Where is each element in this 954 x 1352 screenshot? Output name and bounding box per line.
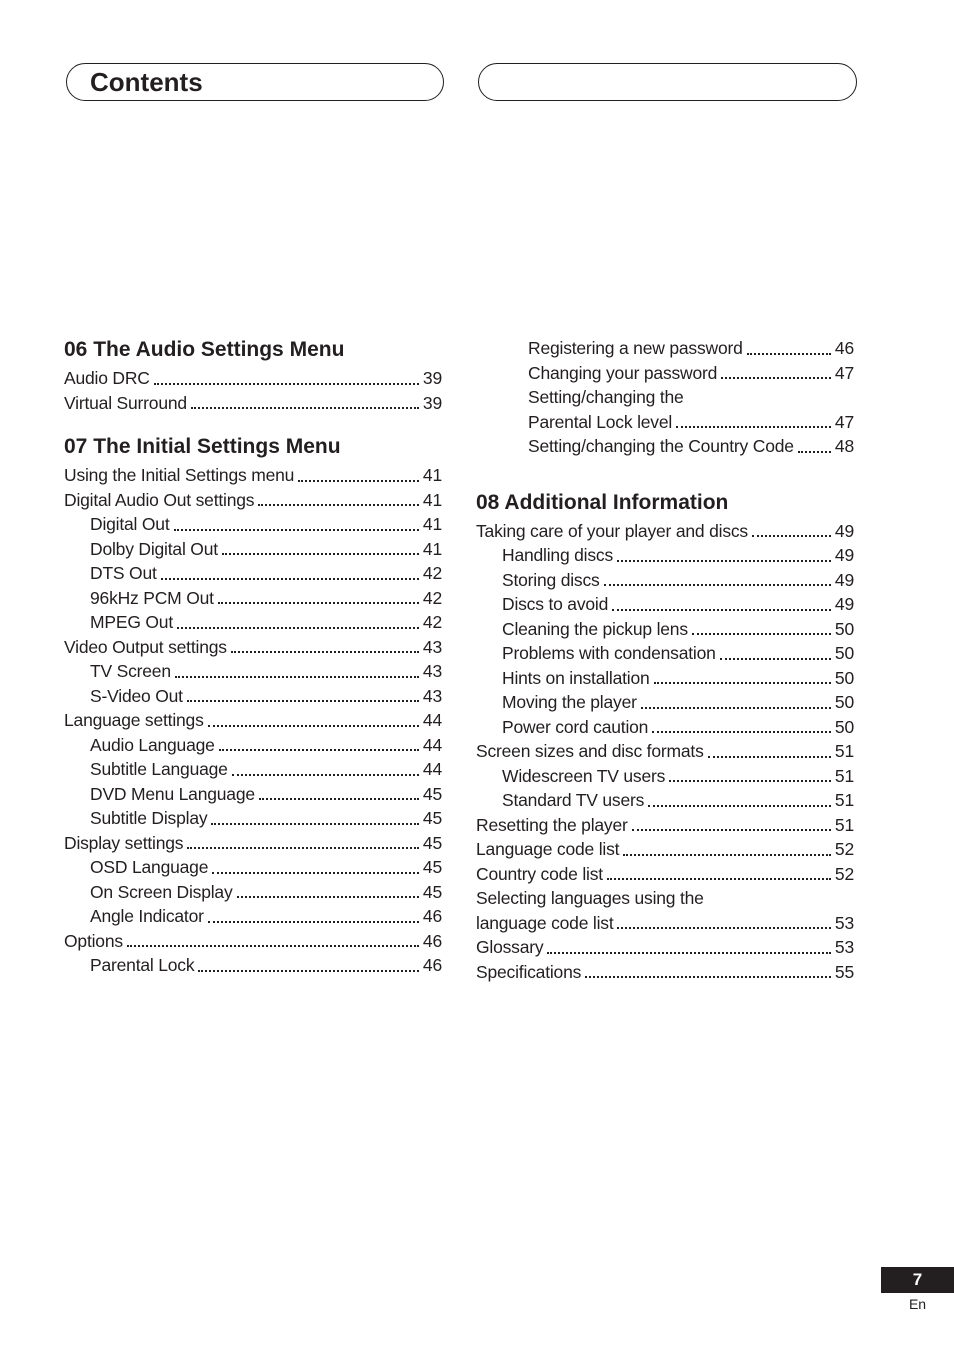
toc-entry-label: S-Video Out <box>90 685 183 706</box>
toc-entry-label: Options <box>64 930 123 951</box>
toc-entry-page: 51 <box>834 814 854 835</box>
toc-entry-page: 52 <box>834 863 854 884</box>
toc-entry-page: 52 <box>834 839 854 859</box>
toc-entry-label: DVD Menu Language <box>90 783 255 804</box>
toc-entry[interactable] <box>64 391 442 416</box>
dot-leader <box>632 829 831 831</box>
toc-entry-page: 46 <box>422 955 442 975</box>
dot-leader <box>161 578 419 580</box>
toc-entry-page: 47 <box>834 362 854 383</box>
toc-entry-page: 47 <box>834 411 854 432</box>
toc-entry[interactable] <box>476 960 854 985</box>
dot-leader <box>676 426 831 428</box>
toc-entry-label: Language code list <box>476 839 620 859</box>
dot-leader <box>154 383 419 385</box>
dot-leader <box>547 952 831 954</box>
toc-entry-page: 41 <box>422 489 442 510</box>
toc-subentry[interactable] <box>476 336 854 361</box>
toc-entry-page: 50 <box>834 667 854 688</box>
toc-subentry[interactable] <box>64 586 442 611</box>
toc-section-08 <box>476 489 854 985</box>
dot-leader <box>208 921 419 923</box>
toc-entry[interactable] <box>476 911 854 936</box>
toc-entry-label: Moving the player <box>502 692 637 712</box>
toc-entry-label: Registering a new password <box>528 338 743 358</box>
toc-entry-label: Parental Lock level <box>528 411 673 432</box>
toc-entry-label: Digital Out <box>90 514 170 534</box>
toc-subentry[interactable] <box>476 592 854 617</box>
toc-entry[interactable] <box>64 831 442 856</box>
toc-entry-page: 43 <box>422 685 442 706</box>
toc-entry-label: Using the Initial Settings menu <box>64 465 295 485</box>
toc-subentry[interactable] <box>64 855 442 880</box>
toc-entry-page: 43 <box>422 661 442 681</box>
toc-subentry[interactable] <box>64 610 442 635</box>
toc-entry-label: Language settings <box>64 710 204 730</box>
dot-leader <box>652 731 831 733</box>
toc-entry-label: Discs to avoid <box>502 594 609 614</box>
toc-continued-entries <box>476 336 854 459</box>
dot-leader <box>669 780 831 782</box>
toc-entry-label: Dolby Digital Out <box>90 538 218 559</box>
toc-entry-page: 41 <box>422 538 442 559</box>
toc-subentry[interactable] <box>64 904 442 929</box>
dot-leader <box>175 676 419 678</box>
toc-entry-page: 51 <box>834 790 854 810</box>
dot-leader <box>607 878 831 880</box>
toc-entry-page: 51 <box>834 741 854 761</box>
toc-entry-page: 45 <box>422 832 442 853</box>
toc-entry-page: 44 <box>422 710 442 730</box>
toc-entry-label: Standard TV users <box>502 790 645 810</box>
dot-leader <box>752 535 831 537</box>
dot-leader <box>259 798 419 800</box>
toc-entry-page: 45 <box>422 857 442 877</box>
dot-leader <box>654 682 831 684</box>
toc-entry-label: DTS Out <box>90 563 157 583</box>
toc-entry-label: Video Output settings <box>64 636 227 657</box>
toc-entry-label: Screen sizes and disc formats <box>476 741 704 761</box>
toc-entry-page: 46 <box>834 338 854 358</box>
toc-entry-page: 41 <box>422 514 442 534</box>
toc-entry[interactable] <box>476 739 854 764</box>
toc-entry-label: MPEG Out <box>90 612 174 632</box>
toc-section-07 <box>64 433 442 978</box>
toc-entry-label: language code list <box>476 912 614 933</box>
toc-subentry[interactable] <box>64 782 442 807</box>
toc-entry-label: Storing discs <box>502 569 600 590</box>
toc-entry-label: Country code list <box>476 863 603 884</box>
toc-entry-page: 42 <box>422 587 442 608</box>
toc-entry-label: OSD Language <box>90 857 209 877</box>
toc-entry-page: 45 <box>422 808 442 828</box>
toc-entry-label: Taking care of your player and discs <box>476 520 748 541</box>
toc-entry-label: Glossary <box>476 937 544 957</box>
toc-entry-label: Angle Indicator <box>90 906 204 926</box>
dot-leader <box>612 609 831 611</box>
dot-leader <box>721 377 831 379</box>
toc-subentry[interactable] <box>64 806 442 831</box>
toc-subentry[interactable] <box>64 880 442 905</box>
toc-entry-label-line1[interactable]: Setting/changing the <box>528 387 684 407</box>
toc-entry[interactable] <box>476 519 854 544</box>
dot-leader <box>692 633 831 635</box>
toc-entry-page: 44 <box>422 734 442 755</box>
toc-subentry[interactable] <box>476 764 854 789</box>
toc-entry[interactable] <box>64 488 442 513</box>
dot-leader <box>232 774 419 776</box>
toc-entry-label: Hints on installation <box>502 667 650 688</box>
toc-entry-page: 49 <box>834 594 854 614</box>
dot-leader <box>237 896 420 898</box>
toc-entry-label: Resetting the player <box>476 814 628 835</box>
dot-leader <box>187 847 419 849</box>
dot-leader <box>617 927 831 929</box>
toc-subentry[interactable] <box>64 757 442 782</box>
toc-entry-page: 46 <box>422 906 442 926</box>
toc-subentry[interactable] <box>476 568 854 593</box>
toc-entry-page: 42 <box>422 563 442 583</box>
toc-entry[interactable] <box>64 463 442 488</box>
toc-entry-label: Problems with condensation <box>502 643 716 663</box>
toc-entry-page: 51 <box>834 765 854 786</box>
toc-subentry[interactable] <box>476 434 854 459</box>
toc-entry[interactable] <box>64 929 442 954</box>
dot-leader <box>604 584 831 586</box>
toc-entry-page: 39 <box>422 368 442 388</box>
toc-subentry[interactable] <box>476 410 854 435</box>
toc-entry-page: 48 <box>834 436 854 456</box>
toc-entry[interactable] <box>64 708 442 733</box>
dot-leader <box>174 529 420 531</box>
toc-subentry[interactable] <box>476 361 854 386</box>
toc-entry-label: Changing your password <box>528 362 718 383</box>
page-number-badge: 7 <box>881 1267 954 1293</box>
dot-leader <box>298 480 419 482</box>
language-code: En <box>908 1296 927 1312</box>
toc-subentry[interactable] <box>476 641 854 666</box>
dot-leader <box>212 872 419 874</box>
toc-entry-label-line1[interactable]: Selecting languages using the <box>476 888 704 908</box>
section-heading: 07 The Initial Settings Menu <box>64 435 341 458</box>
toc-entry-label: Widescreen TV users <box>502 765 666 786</box>
toc-entry-page: 53 <box>834 937 854 957</box>
toc-entry-page: 46 <box>422 930 442 951</box>
toc-entry-page: 53 <box>834 912 854 933</box>
header-frame-right <box>478 63 857 101</box>
dot-leader <box>798 451 831 453</box>
toc-entry-page: 45 <box>422 881 442 902</box>
toc-subentry[interactable] <box>476 690 854 715</box>
toc-subentry[interactable] <box>476 617 854 642</box>
dot-leader <box>208 725 419 727</box>
toc-subentry[interactable] <box>64 684 442 709</box>
toc-entry-page: 41 <box>422 465 442 485</box>
toc-entry-label: Subtitle Language <box>90 759 228 779</box>
dot-leader <box>218 602 419 604</box>
toc-entry[interactable] <box>64 366 442 391</box>
toc-subentry[interactable] <box>64 659 442 684</box>
toc-entry-label: Setting/changing the Country Code <box>528 436 794 456</box>
dot-leader <box>708 756 831 758</box>
toc-subentry[interactable] <box>476 543 854 568</box>
toc-entry-label: Virtual Surround <box>64 392 187 413</box>
dot-leader <box>222 553 419 555</box>
toc-entry-page: 42 <box>422 612 442 632</box>
toc-entry-label: Parental Lock <box>90 955 195 975</box>
dot-leader <box>623 854 831 856</box>
toc-entry-page: 50 <box>834 618 854 639</box>
dot-leader <box>617 560 831 562</box>
toc-entry-page: 45 <box>422 783 442 804</box>
dot-leader <box>720 658 831 660</box>
dot-leader <box>187 700 419 702</box>
dot-leader <box>127 945 419 947</box>
toc-entry-page: 49 <box>834 569 854 590</box>
dot-leader <box>198 970 419 972</box>
dot-leader <box>191 407 419 409</box>
section-heading: 06 The Audio Settings Menu <box>64 338 345 361</box>
toc-entry[interactable] <box>64 635 442 660</box>
toc-entry-label: TV Screen <box>90 661 171 681</box>
dot-leader <box>258 504 419 506</box>
dot-leader <box>585 976 831 978</box>
toc-entry-label: Cleaning the pickup lens <box>502 618 688 639</box>
toc-subentry[interactable] <box>64 733 442 758</box>
toc-entry-label: Specifications <box>476 961 582 982</box>
toc-subentry[interactable] <box>64 512 442 537</box>
toc-entry-page: 39 <box>422 392 442 413</box>
toc-entry-label: Power cord caution <box>502 716 649 737</box>
toc-entry-page: 50 <box>834 716 854 737</box>
page-title: Contents <box>90 67 203 97</box>
toc-entry-page: 49 <box>834 545 854 565</box>
toc-subentry[interactable] <box>64 953 442 978</box>
toc-right-column <box>476 336 854 984</box>
toc-entry-page: 50 <box>834 692 854 712</box>
toc-entry-label: 96kHz PCM Out <box>90 587 214 608</box>
section-heading: 08 Additional Information <box>476 490 729 514</box>
dot-leader <box>641 707 831 709</box>
toc-entry-label: On Screen Display <box>90 881 233 902</box>
toc-section-06 <box>64 336 442 415</box>
toc-entry-label: Handling discs <box>502 545 614 565</box>
toc-left-column <box>64 336 442 978</box>
toc-subentry[interactable] <box>476 715 854 740</box>
dot-leader <box>747 353 831 355</box>
dot-leader <box>219 749 419 751</box>
toc-subentry[interactable] <box>476 666 854 691</box>
toc-entry[interactable] <box>476 837 854 862</box>
toc-entry-page: 43 <box>422 636 442 657</box>
toc-entry-label: Display settings <box>64 832 184 853</box>
toc-entry-label: Audio DRC <box>64 368 150 388</box>
toc-entry[interactable] <box>476 862 854 887</box>
dot-leader <box>177 627 419 629</box>
toc-entry-label: Audio Language <box>90 734 215 755</box>
dot-leader <box>211 823 419 825</box>
toc-entry-label: Digital Audio Out settings <box>64 489 255 510</box>
toc-subentry[interactable] <box>64 537 442 562</box>
dot-leader <box>231 651 419 653</box>
toc-subentry[interactable] <box>64 561 442 586</box>
toc-entry[interactable] <box>476 935 854 960</box>
toc-entry-page: 49 <box>834 520 854 541</box>
toc-entry-label: Subtitle Display <box>90 808 208 828</box>
toc-entry-page: 50 <box>834 643 854 663</box>
toc-entry-page: 55 <box>834 961 854 982</box>
toc-entry-page: 44 <box>422 759 442 779</box>
toc-subentry[interactable] <box>476 788 854 813</box>
toc-entry[interactable] <box>476 813 854 838</box>
dot-leader <box>648 805 831 807</box>
